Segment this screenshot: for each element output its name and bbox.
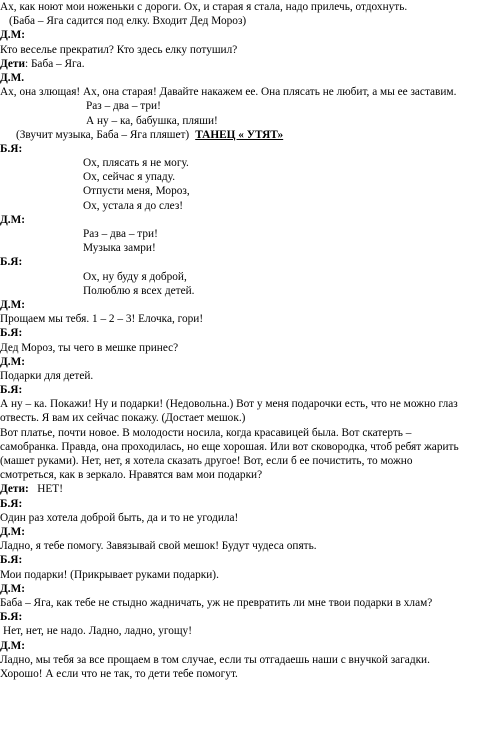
dialogue-paragraph: Вот платье, почти новое. В молодости носила, когда красавицей была. Вот скатерть – самобранка. Правда, она проходилась, но еще хорошая. Или вот сковородка, чтоб ребят жарить (машет руками). Нет, нет, я хотела сказать другое! Вот, если б ее почистить, то можно смотреться, как в зеркало. Нравятся вам мои подарки?: [0, 426, 459, 482]
dialogue-paragraph: Ладно, мы тебя за все прощаем в том случае, если ты отгадаешь наши с внучкой загадки. Хорошо! А если что не так, то дети тебе помогут.: [0, 653, 430, 680]
dialogue-line: Один раз хотела доброй быть, да и то не угодила!: [0, 511, 239, 524]
speaker-label: Д.М:: [0, 526, 26, 539]
dialogue-line: [0, 482, 477, 496]
verse-line: Ох, устала я до слез!: [83, 199, 184, 212]
verse-line: Раз – два – три!: [83, 228, 158, 241]
verse-line: Ох, сейчас я упаду.: [83, 171, 176, 184]
dialogue-line: Кто веселье прекратил? Кто здесь елку потушил?: [0, 43, 238, 56]
speaker-label: Б.Я:: [0, 256, 23, 269]
speaker-label: Д.М.: [0, 71, 25, 84]
dialogue-line: Мои подарки! (Прикрывает руками подарки).: [0, 568, 219, 581]
speaker-label: Б.Я:: [0, 611, 23, 624]
dialogue-line: Подарки для детей.: [0, 369, 94, 382]
verse-line: Раз – два – три!: [86, 100, 161, 113]
dialogue-line: Ладно, я тебе помогу. Завязывай свой мешок! Будут чудеса опять.: [0, 540, 317, 553]
speaker-label: Б.Я:: [0, 142, 23, 155]
dialogue-paragraph: А ну – ка. Покажи! Ну и подарки! (Недовольна.) Вот у меня подарочки есть, что не можно глаз отвесть. Я вам их сейчас покажу. (Достает мешок.): [0, 398, 458, 425]
stage-text: Ах, как ноют мои ноженьки с дороги. Ох, и старая я стала, надо прилечь, отдохнуть.: [0, 1, 408, 13]
speaker-label: Б.Я:: [0, 327, 23, 340]
verse-line: Ох, плясать я не могу.: [83, 157, 189, 170]
speaker-label: Д.М:: [0, 355, 26, 368]
verse-line: А ну – ка, бабушка, пляши!: [86, 114, 218, 127]
speaker-label: Д.М:: [0, 639, 26, 652]
dialogue-text: : Баба – Яга.: [24, 57, 85, 70]
dance-title: ТАНЕЦ « УТЯТ»: [195, 128, 284, 141]
speaker-label: Б.Я:: [0, 384, 23, 397]
dialogue-line: Прощаем мы тебя. 1 – 2 – 3! Елочка, гори!: [0, 313, 204, 326]
stage-direction: (Баба – Яга садится под елку. Входит Дед Мороз): [9, 15, 247, 28]
speaker-label: Дети: [0, 57, 25, 70]
stage-direction-line: [0, 128, 477, 142]
verse-line: Отпусти меня, Мороз,: [83, 185, 190, 198]
dialogue-text: НЕТ!: [37, 483, 63, 496]
speaker-label: Д.М:: [0, 582, 26, 595]
dialogue-line: Ах, она злющая! Ах, она старая! Давайте накажем ее. Она плясать не любит, а мы ее заставим.: [0, 86, 457, 99]
speaker-label: Б.Я:: [0, 497, 23, 510]
verse-line: Музыка замри!: [83, 242, 156, 255]
speaker-label: Б.Я:: [0, 554, 23, 567]
dialogue-line: Нет, нет, не надо. Ладно, ладно, угощу!: [3, 625, 192, 638]
dialogue-line: Баба – Яга, как тебе не стыдно жадничать, уж не превратить ли мне твои подарки в хлам?: [0, 596, 433, 609]
speaker-label: Д.М:: [0, 298, 26, 311]
verse-line: Ох, ну буду я доброй,: [83, 270, 187, 283]
speaker-label: Д.М:: [0, 213, 26, 226]
dialogue-line: Дед Мороз, ты чего в мешке принес?: [0, 341, 179, 354]
dialogue-line: [0, 57, 477, 71]
speaker-label: Д.М:: [0, 29, 26, 42]
verse-line: Полюблю я всех детей.: [83, 284, 195, 297]
speaker-label: Дети:: [0, 483, 29, 496]
stage-direction: (Звучит музыка, Баба – Яга пляшет): [16, 128, 190, 141]
